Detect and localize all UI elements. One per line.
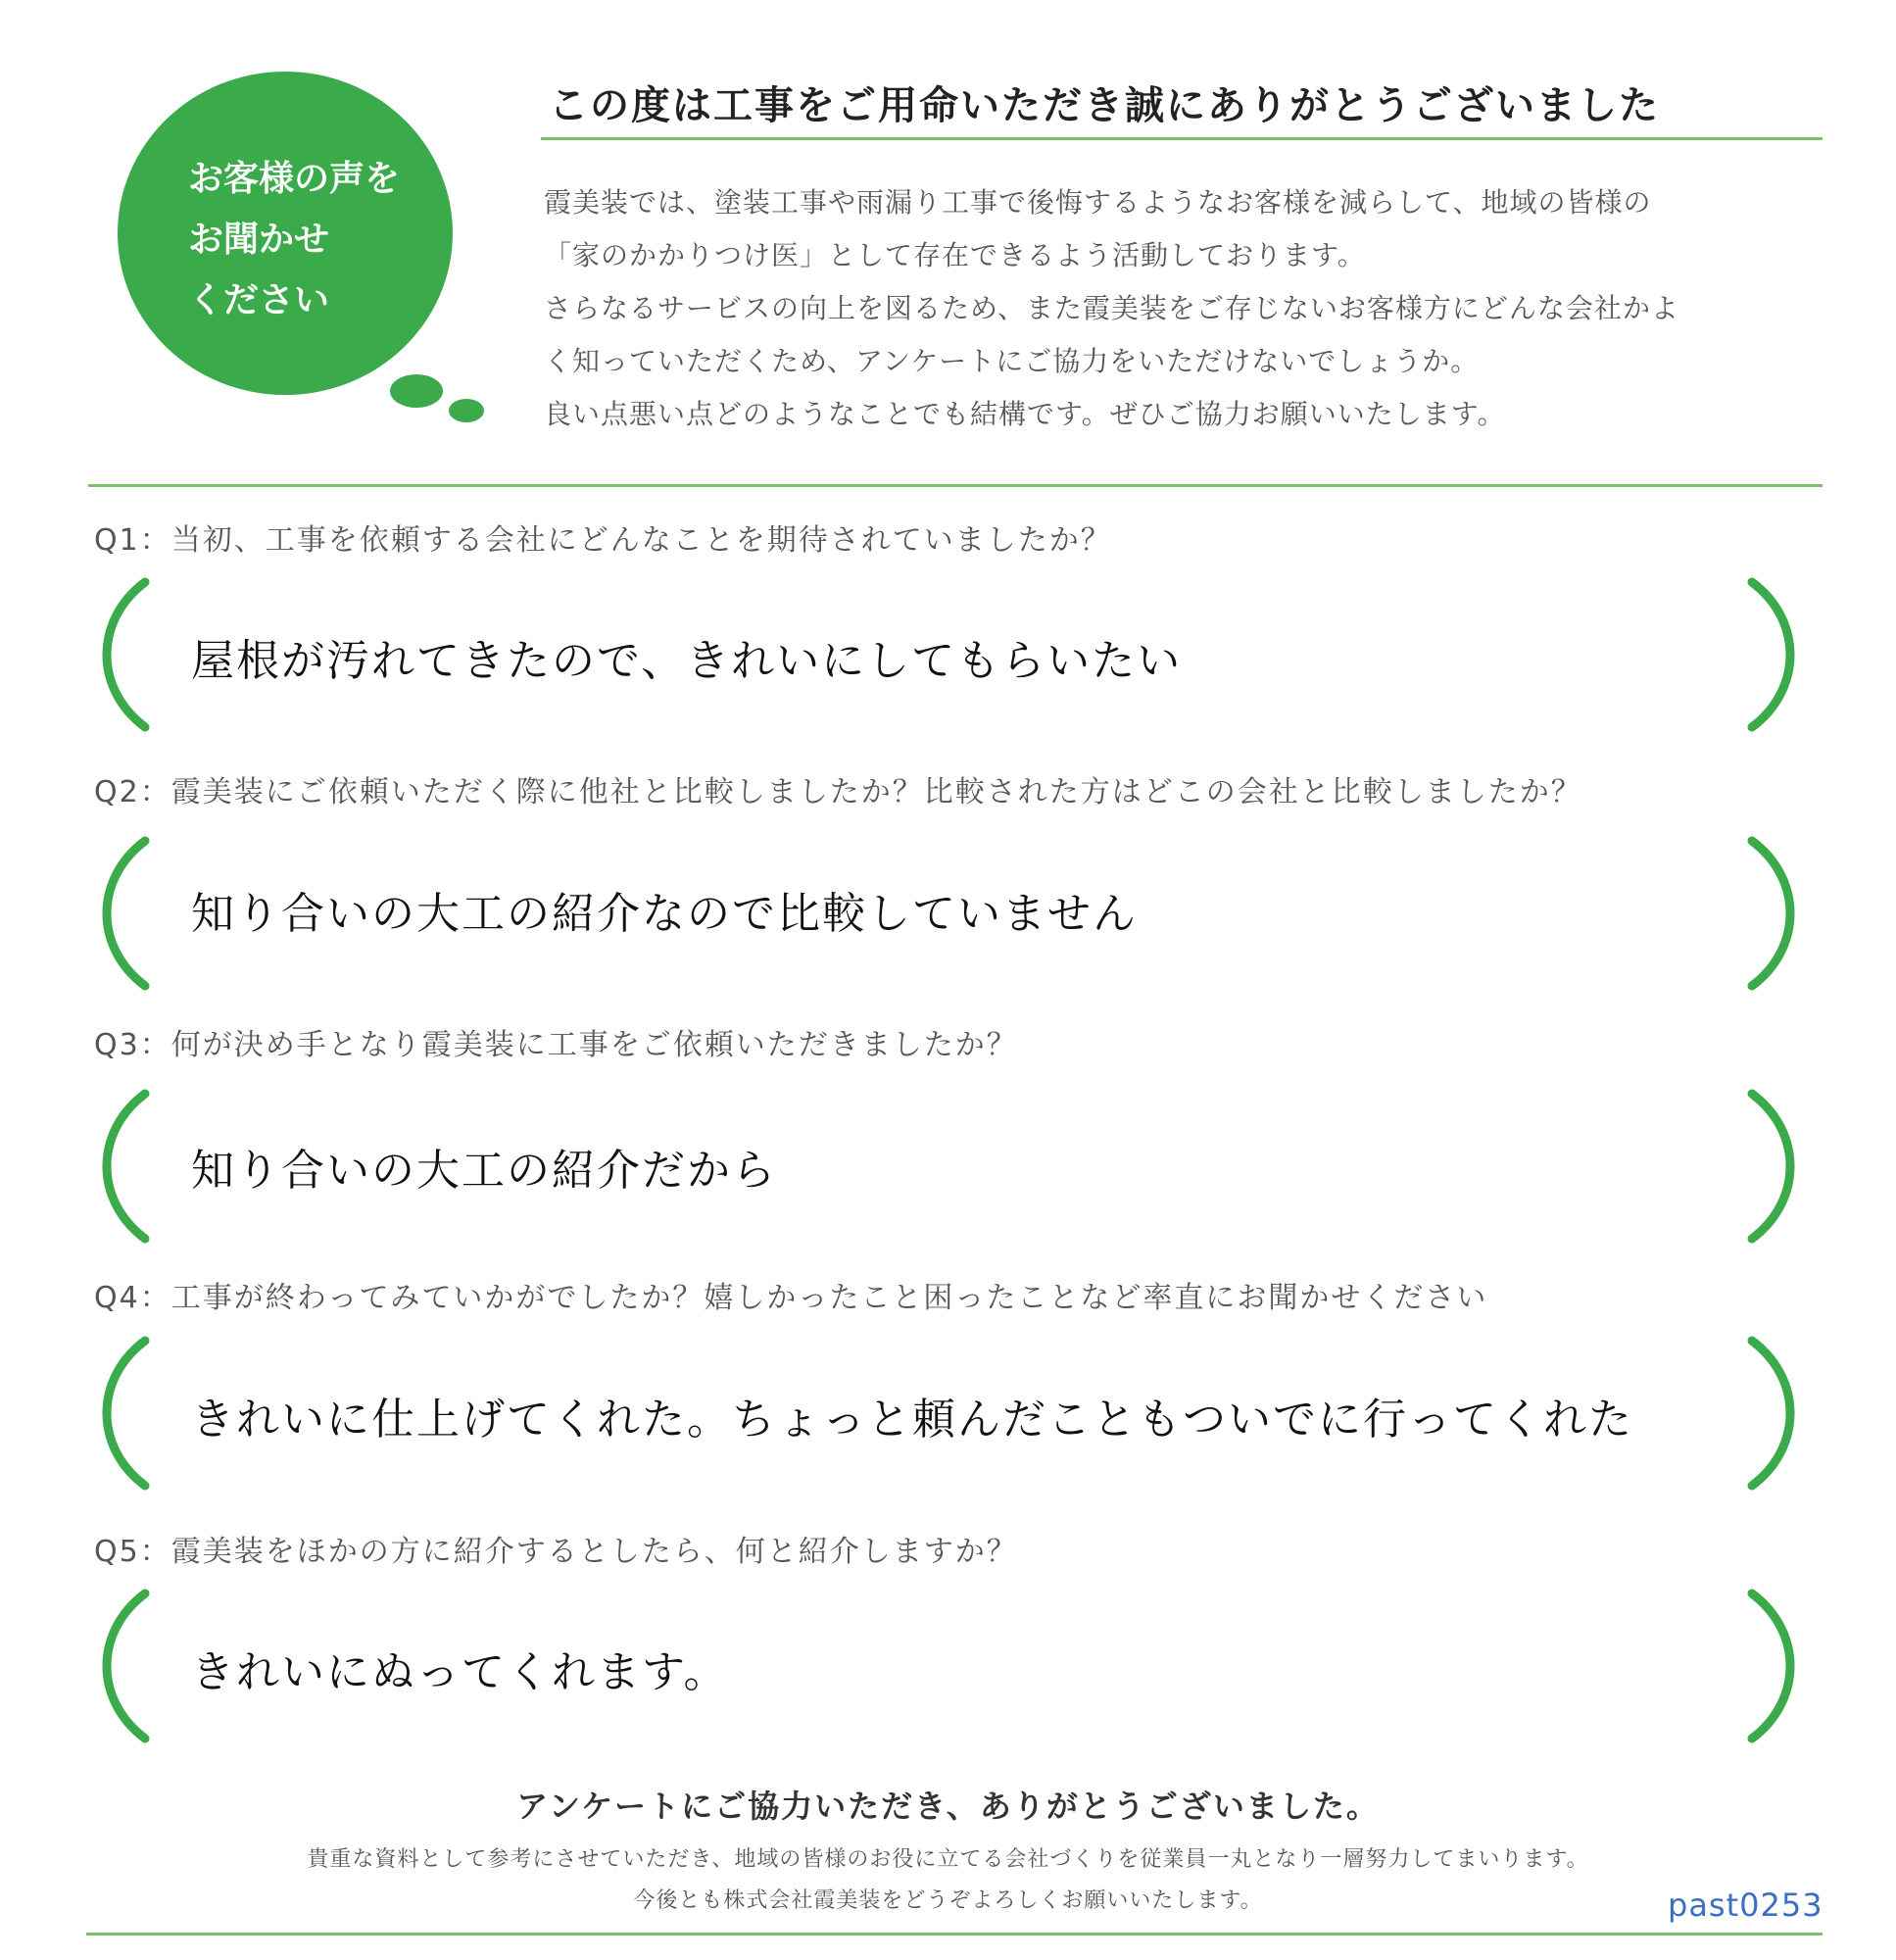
right-paren-icon [1734,835,1803,992]
bubble-line-1: お客様の声を [188,159,401,199]
bubble-line-3: ください [188,280,330,320]
closing-message-2: 今後とも株式会社霞美装をどうぞよろしくお願いいたします。 [633,1888,1263,1913]
thought-bubble-dot-small [449,399,484,422]
right-paren-icon [1734,1335,1803,1492]
page-title: この度は工事をご用命いただき誠にありがとうございました [549,83,1660,128]
left-paren-icon [94,1088,163,1245]
right-paren-icon [1734,1088,1803,1245]
right-paren-icon [1734,1588,1803,1744]
reference-code: past0253 [1668,1886,1823,1924]
closing-title: アンケートにご協力いただき、ありがとうございました。 [516,1788,1380,1825]
section-divider [88,484,1823,487]
intro-line-3: さらなるサービスの向上を図るため、また霞美装をご存じないお客様方にどんな会社かよ [544,292,1679,324]
bubble-line-2: お聞かせ [188,220,330,260]
left-paren-icon [94,1588,163,1744]
question-2: Q2：霞美装にご依頼いただく際に他社と比較しましたか？比較された方はどこの会社と比較しましたか？ [94,775,1582,809]
intro-line-1: 霞美装では、塗装工事や雨漏り工事で後悔するようなお客様を減らして、地域の皆様の [544,186,1652,219]
title-divider [541,137,1823,140]
answer-1: 屋根が汚れてきたので、きれいにしてもらいたい [191,636,1183,686]
question-5: Q5：霞美装をほかの方に紹介するとしたら、何と紹介しますか？ [94,1535,1018,1569]
intro-line-5: 良い点悪い点どのようなことでも結構です。ぜひご協力お願いいたします。 [544,398,1506,430]
bubble-heading [188,149,423,331]
right-paren-icon [1734,576,1803,733]
left-paren-icon [94,1335,163,1492]
left-paren-icon [94,835,163,992]
answer-3: 知り合いの大工の紹介だから [191,1146,777,1196]
thought-bubble-dot-large [390,374,443,408]
answer-5: きれいにぬってくれます。 [191,1647,729,1697]
answer-2: 知り合いの大工の紹介なので比較していません [191,889,1138,939]
question-1: Q1：当初、工事を依頼する会社にどんなことを期待されていましたか？ [94,523,1112,558]
question-3: Q3：何が決め手となり霞美装に工事をご依頼いただきましたか？ [94,1028,1018,1062]
bottom-divider [86,1933,1823,1936]
intro-text [544,176,1818,441]
intro-line-4: く知っていただくため、アンケートにご協力をいただけないでしょうか。 [544,345,1480,377]
closing-message-1: 貴重な資料として参考にさせていただき、地域の皆様のお役に立てる会社づくりを従業員一丸となり一層努力してまいります。 [307,1847,1589,1872]
left-paren-icon [94,576,163,733]
intro-line-2: 「家のかかりつけ医」として存在できるよう活動しております。 [544,239,1366,271]
answer-4: きれいに仕上げてくれた。ちょっと頼んだこともついでに行ってくれた [191,1395,1633,1445]
question-4: Q4：工事が終わってみていかがでしたか？嬉しかったこと困ったことなど率直にお聞かせください [94,1281,1488,1315]
